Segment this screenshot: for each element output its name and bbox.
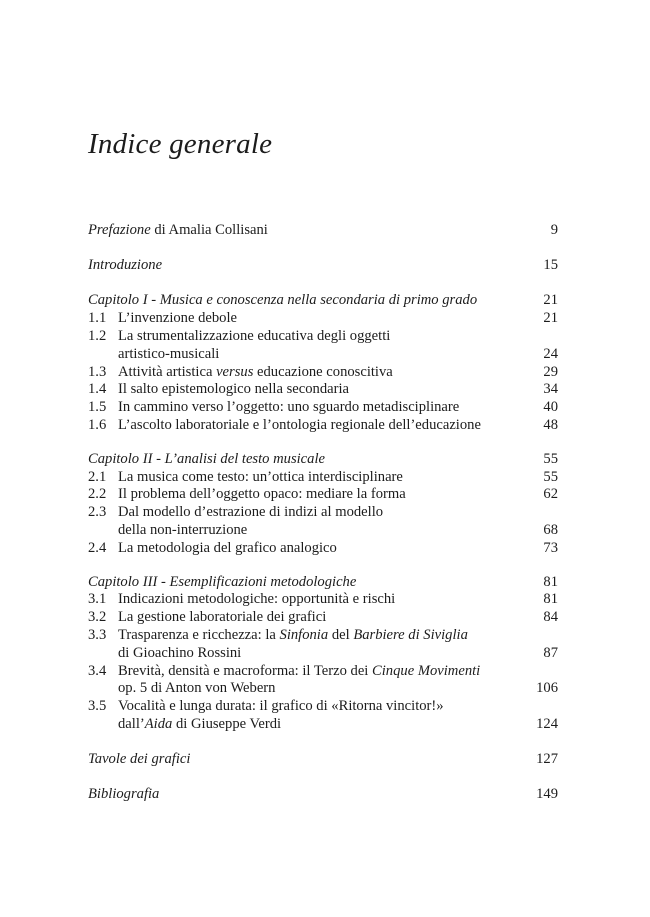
toc-subentry — [88, 627, 558, 645]
page-number: 73 — [543, 539, 558, 556]
toc-subentry — [88, 310, 558, 328]
toc-subentry — [88, 364, 558, 382]
table-of-contents — [88, 222, 558, 804]
toc-entry-prefazione — [88, 222, 558, 240]
section-number: 2.1 — [88, 468, 107, 485]
prefazione-label: Prefazione — [88, 222, 151, 238]
section-title-continued: della non-interruzione — [118, 521, 248, 538]
toc-subentry — [88, 328, 558, 346]
section-number: 3.4 — [88, 662, 107, 679]
page-number: 9 — [550, 222, 558, 238]
toc-subentry — [88, 504, 558, 522]
page-number: 84 — [543, 609, 558, 626]
toc-subentry — [88, 417, 558, 435]
section-title: Trasparenza e ricchezza: la Sinfonia del Barbiere di Siviglia — [118, 626, 468, 643]
section-title-continued: dall’Aida di Giuseppe Verdi — [118, 715, 282, 732]
toc-subentry — [88, 486, 558, 504]
section-title: L’invenzione debole — [118, 310, 238, 327]
toc-entry-tavole — [88, 751, 558, 769]
section-number: 2.3 — [88, 504, 107, 521]
section-number: 1.3 — [88, 363, 107, 380]
section-number: 1.6 — [88, 416, 107, 433]
page-number: 40 — [543, 399, 558, 416]
section-number: 3.2 — [88, 609, 107, 626]
toc-subentry-continuation — [88, 645, 558, 663]
toc-subentry — [88, 399, 558, 417]
toc-entry-introduzione — [88, 257, 558, 275]
toc-subentry — [88, 663, 558, 681]
toc-subentry — [88, 698, 558, 716]
page-number: 106 — [536, 680, 558, 697]
section-title: La metodologia del grafico analogico — [118, 539, 337, 556]
toc-subentry-continuation — [88, 680, 558, 698]
toc-subentry-continuation — [88, 346, 558, 364]
toc-subentry — [88, 540, 558, 558]
page-number: 62 — [543, 486, 558, 503]
page-number: 81 — [543, 591, 558, 608]
section-title: Dal modello d’estrazione di indizi al modello — [118, 504, 384, 521]
page-number: 29 — [543, 363, 558, 380]
introduzione-label: Introduzione — [88, 257, 163, 274]
section-number: 1.4 — [88, 381, 107, 398]
page-title: Indice generale — [88, 128, 273, 160]
section-number: 1.5 — [88, 399, 107, 416]
section-number: 2.2 — [88, 486, 107, 503]
section-title: L’ascolto laboratoriale e l’ontologia regionale dell’educazione — [118, 416, 481, 433]
chapter-heading: Capitolo III - Esemplificazioni metodologiche 81 — [88, 573, 558, 590]
page-number: 87 — [543, 644, 558, 661]
section-title: Il salto epistemologico nella secondaria — [118, 381, 349, 398]
toc-subentry-continuation — [88, 716, 558, 734]
section-number: 2.4 — [88, 539, 107, 556]
page-number: 21 — [543, 310, 558, 327]
page-number: 68 — [543, 521, 558, 538]
page-number: 81 — [543, 573, 558, 590]
page-number: 34 — [543, 381, 558, 398]
toc-subentry — [88, 469, 558, 487]
toc-subentry — [88, 591, 558, 609]
prefazione-author: di Amalia Collisani — [150, 222, 268, 238]
section-title: Indicazioni metodologiche: opportunità e rischi — [118, 591, 396, 608]
section-number: 3.1 — [88, 591, 107, 608]
section-number: 1.1 — [88, 310, 107, 327]
tavole-label: Tavole dei grafici — [88, 751, 191, 768]
page-number: 21 — [543, 292, 558, 309]
section-title: In cammino verso l’oggetto: uno sguardo metadisciplinare — [118, 399, 460, 416]
toc-subentry — [88, 381, 558, 399]
section-title: La strumentalizzazione educativa degli oggetti — [118, 327, 391, 344]
section-title: Brevità, densità e macroforma: il Terzo dei Cinque Movimenti — [118, 662, 481, 679]
page-number: 127 — [536, 751, 558, 768]
section-title-continued: artistico-musicali — [118, 345, 220, 362]
section-number: 3.3 — [88, 626, 107, 643]
bibliografia-label: Bibliografia — [88, 786, 160, 803]
page-number: 48 — [543, 416, 558, 433]
page-number: 55 — [543, 450, 558, 467]
page-number: 55 — [543, 468, 558, 485]
section-title: La gestione laboratoriale dei grafici — [118, 609, 327, 626]
chapter-heading: Capitolo I - Musica e conoscenza nella secondaria di primo grado 21 — [88, 292, 558, 309]
page-number: 124 — [536, 715, 558, 732]
section-title: Il problema dell’oggetto opaco: mediare la forma — [118, 486, 406, 503]
section-title: Vocalità e lunga durata: il grafico di «Ritorna vincitor!» — [118, 698, 444, 715]
section-number: 3.5 — [88, 698, 107, 715]
page-number: 15 — [543, 257, 558, 274]
page-number: 24 — [543, 345, 558, 362]
toc-subentry — [88, 609, 558, 627]
section-title: La musica come testo: un’ottica interdisciplinare — [118, 468, 403, 485]
section-title: Attività artistica versus educazione conoscitiva — [118, 363, 393, 380]
page-number: 149 — [536, 786, 558, 803]
chapter-heading: Capitolo II - L’analisi del testo musicale 55 — [88, 450, 558, 467]
section-title-continued: op. 5 di Anton von Webern — [118, 680, 276, 697]
toc-entry-bibliografia — [88, 786, 558, 804]
section-title-continued: di Gioachino Rossini — [118, 644, 242, 661]
section-number: 1.2 — [88, 327, 107, 344]
toc-subentry-continuation — [88, 522, 558, 540]
